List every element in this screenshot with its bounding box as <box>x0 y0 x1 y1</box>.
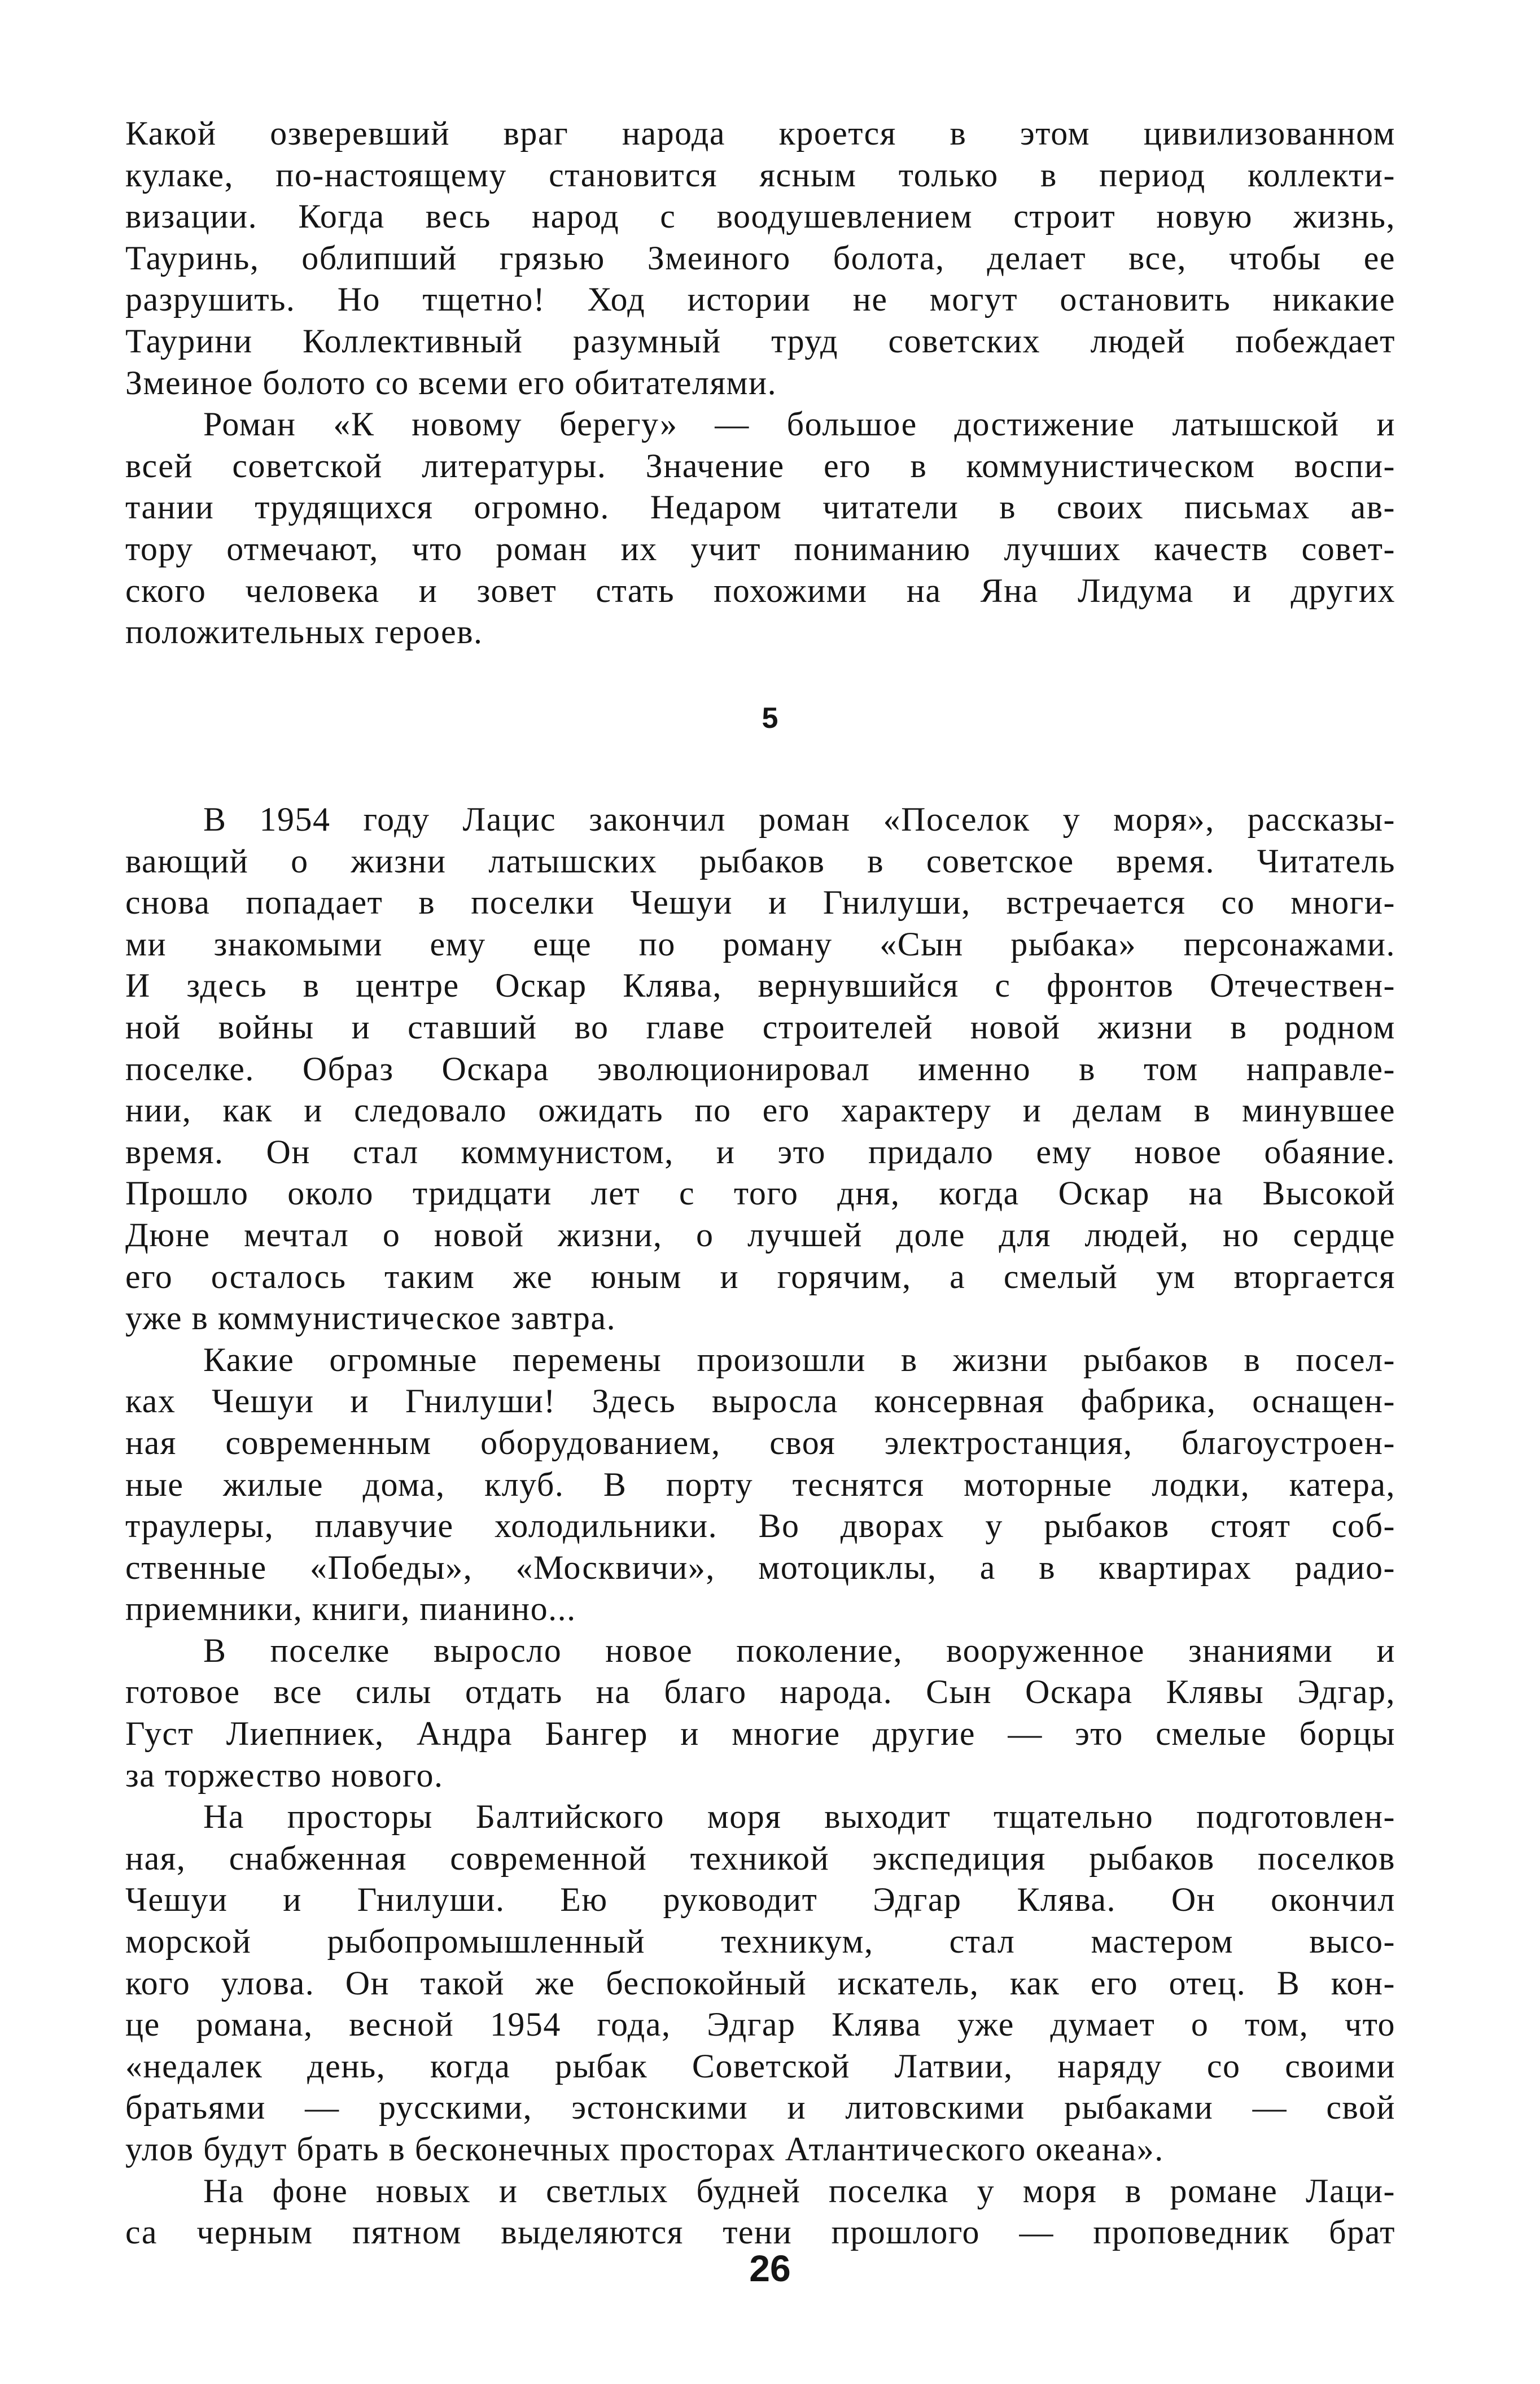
text-line: всей советской литературы. Значение его в коммунистическом воспи- <box>125 447 1395 484</box>
text-line: Тауринь, облипший грязью Змеиного болота, делает все, чтобы ее <box>125 239 1395 277</box>
text-block-upper <box>125 113 1395 653</box>
text-line: ского человека и зовет стать похожими на Яна Лидума и других <box>125 571 1395 609</box>
text-line: Какой озверевший враг народа кроется в этом цивилизованном <box>125 115 1395 152</box>
text-line: Таурини Коллективный разумный труд советских людей побеждает <box>125 322 1395 360</box>
text-line: В поселке выросло новое поколение, вооруженное знаниями и <box>203 1631 1395 1669</box>
text-line: Роман «К новому берегу» — большое достижение латышской и <box>203 405 1395 443</box>
text-line: приемники, книги, пианино... <box>125 1590 576 1628</box>
text-line: тору отмечают, что роман их учит пониманию лучших качеств совет- <box>125 530 1395 567</box>
text-line: «недалек день, когда рыбак Советской Латвии, наряду со своими <box>125 2047 1395 2085</box>
text-line: вающий о жизни латышских рыбаков в советское время. Читатель <box>125 842 1395 880</box>
text-line: В 1954 году Лацис закончил роман «Поселок у моря», рассказы- <box>203 801 1395 838</box>
text-line: са черным пятном выделяются тени прошлого — проповедник брат <box>125 2213 1395 2251</box>
text-line: морской рыбопромышленный техникум, стал мастером высо- <box>125 1923 1395 1961</box>
text-line: братьями — русскими, эстонскими и литовскими рыбаками — свой <box>125 2089 1395 2127</box>
text-line: за торжество нового. <box>125 1756 444 1794</box>
section-number: 5 <box>762 702 778 735</box>
text-line: Змеиное болото со всеми его обитателями. <box>125 364 777 401</box>
text-line: кого улова. Он такой же беспокойный искатель, как его отец. В кон- <box>125 1964 1395 2002</box>
text-line: время. Он стал коммунистом, и это придало ему новое обаяние. <box>125 1133 1395 1171</box>
text-line: Дюне мечтал о новой жизни, о лучшей доле для людей, но сердце <box>125 1216 1395 1254</box>
text-line: На просторы Балтийского моря выходит тщательно подготовлен- <box>203 1798 1395 1836</box>
text-line: его осталось таким же юным и горячим, а смелый ум вторгается <box>125 1258 1395 1295</box>
text-line: уже в коммунистическое завтра. <box>125 1299 616 1337</box>
text-line: На фоне новых и светлых будней поселка у моря в романе Лаци- <box>203 2172 1395 2210</box>
text-line: це романа, весной 1954 года, Эдгар Клява уже думает о том, что <box>125 2006 1395 2044</box>
text-line: разрушить. Но тщетно! Ход истории не могут остановить никакие <box>125 281 1395 318</box>
text-line: И здесь в центре Оскар Клява, вернувшийся с фронтов Отечествен- <box>125 967 1395 1005</box>
text-line: Какие огромные перемены произошли в жизни рыбаков в посел- <box>203 1341 1395 1378</box>
text-line: ках Чешуи и Гнилуши! Здесь выросла консервная фабрика, оснащен- <box>125 1382 1395 1420</box>
text-line: Прошло около тридцати лет с того дня, когда Оскар на Высокой <box>125 1174 1395 1212</box>
text-line: ная современным оборудованием, своя электростанция, благоустроен- <box>125 1424 1395 1461</box>
text-line: ная, снабженная современной техникой экспедиция рыбаков поселков <box>125 1839 1395 1877</box>
text-line: траулеры, плавучие холодильники. Во дворах у рыбаков стоят соб- <box>125 1507 1395 1545</box>
text-line: ственные «Победы», «Москвичи», мотоциклы, а в квартирах радио- <box>125 1548 1395 1586</box>
text-line: готовое все силы отдать на благо народа. Сын Оскара Клявы Эдгар, <box>125 1673 1395 1711</box>
text-line: нии, как и следовало ожидать по его характеру и делам в минувшее <box>125 1091 1395 1129</box>
text-line: ной войны и ставший во главе строителей новой жизни в родном <box>125 1008 1395 1046</box>
text-line: Густ Лиепниек, Андра Бангер и многие другие — это смелые борцы <box>125 1715 1395 1753</box>
text-block-lower <box>125 799 1395 2254</box>
text-line: кулаке, по-настоящему становится ясным только в период коллекти- <box>125 156 1395 194</box>
text-line: положительных героев. <box>125 613 483 651</box>
text-line: ные жилые дома, клуб. В порту теснятся моторные лодки, катера, <box>125 1465 1395 1503</box>
text-line: поселке. Образ Оскара эволюционировал именно в том направле- <box>125 1050 1395 1088</box>
text-line: визации. Когда весь народ с воодушевлением строит новую жизнь, <box>125 198 1395 235</box>
text-line: ми знакомыми ему еще по роману «Сын рыбака» персонажами. <box>125 925 1395 963</box>
text-line: тании трудящихся огромно. Недаром читатели в своих письмах ав- <box>125 488 1395 526</box>
text-line: улов будут брать в бесконечных просторах Атлантического океана». <box>125 2130 1164 2168</box>
page-number: 26 <box>749 2247 791 2289</box>
text-line: снова попадает в поселки Чешуи и Гнилуши, встречается со многи- <box>125 884 1395 922</box>
text-line: Чешуи и Гнилуши. Ею руководит Эдгар Клява. Он окончил <box>125 1881 1395 1919</box>
